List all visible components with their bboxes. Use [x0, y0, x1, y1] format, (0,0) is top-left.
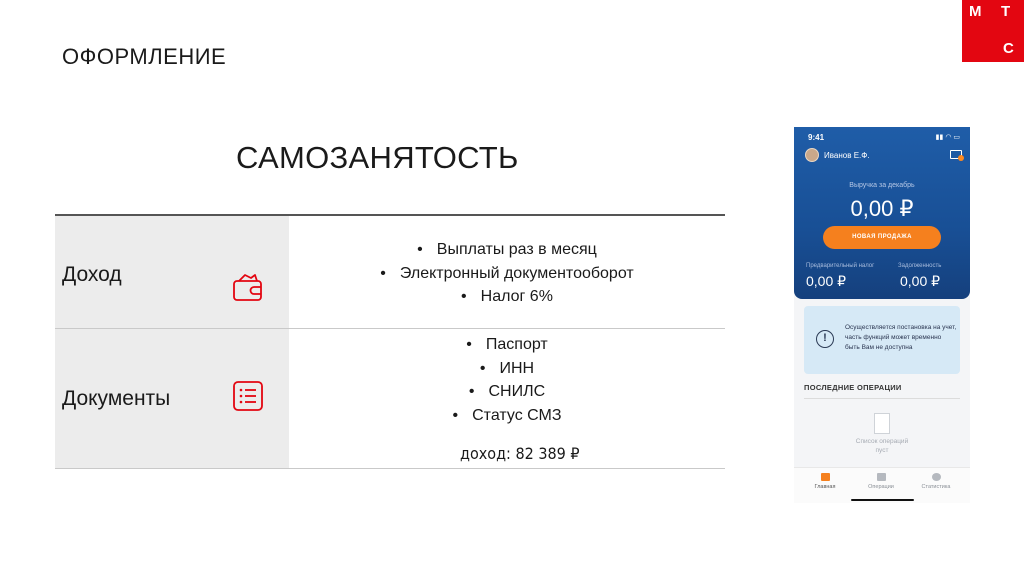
logo-letter: М — [969, 3, 982, 20]
home-icon — [821, 473, 830, 481]
document-list-icon — [231, 379, 265, 413]
bullet-list — [289, 333, 725, 427]
period-label: Выручка за декабрь — [849, 182, 915, 189]
nav-home[interactable] — [805, 473, 845, 490]
nav-label: Операции — [868, 484, 894, 490]
list-item: • Статус СМЗ — [289, 404, 725, 428]
prelim-tax-label: Предварительный налог — [806, 263, 875, 269]
debt-value: 0,00 ₽ — [900, 273, 941, 289]
notification-dot — [958, 155, 964, 161]
section-title: ОФОРМЛЕНИЕ — [62, 44, 227, 69]
list-item: • Налог 6% — [289, 285, 725, 309]
row-content-cell — [289, 329, 725, 468]
signal-battery-icon: ▮▮ ◠ ▭ — [935, 134, 960, 141]
phone-mockup — [794, 127, 970, 503]
bottom-nav — [794, 467, 970, 503]
notice-text: Осуществляется постановка на учет, часть функций может временно быть Вам не доступна — [845, 324, 957, 351]
list-item: • Выплаты раз в месяц — [289, 238, 725, 262]
list-item: • Электронный документооборот — [289, 262, 725, 286]
user-name[interactable]: Иванов Е.Ф. — [824, 151, 870, 160]
row-label: Доход — [62, 263, 122, 286]
exclamation-icon: ! — [816, 330, 834, 348]
operations-heading: ПОСЛЕДНИЕ ОПЕРАЦИИ — [804, 383, 902, 392]
registration-notice — [804, 306, 960, 374]
table-row-documents — [55, 329, 725, 469]
list-item: • Паспорт — [289, 333, 725, 357]
bullet-list — [289, 238, 725, 309]
mts-logo — [962, 0, 1024, 62]
home-indicator — [851, 499, 914, 501]
new-sale-button[interactable]: НОВАЯ ПРОДАЖА — [823, 226, 941, 249]
statistics-icon — [932, 473, 941, 481]
status-time: 9:41 — [808, 133, 825, 142]
prelim-tax-value: 0,00 ₽ — [806, 273, 847, 289]
logo-letter: Т — [1001, 3, 1011, 20]
avatar[interactable] — [805, 148, 819, 162]
nav-statistics[interactable] — [916, 473, 956, 490]
nav-label: Главная — [814, 484, 836, 490]
row-header-cell — [55, 329, 289, 468]
divider — [804, 398, 960, 399]
info-table — [55, 214, 725, 469]
debt-label: Задолженность — [898, 263, 942, 269]
balance-card — [794, 127, 970, 299]
logo-letter: С — [1003, 40, 1014, 57]
row-content-cell — [289, 216, 725, 328]
revenue-amount: 0,00 ₽ — [850, 196, 914, 221]
row-label: Документы — [62, 387, 171, 410]
nav-operations[interactable] — [861, 473, 901, 490]
empty-document-icon — [874, 413, 890, 434]
nav-label: Статистика — [921, 484, 951, 490]
slide-title: САМОЗАНЯТОСТЬ — [236, 140, 519, 175]
list-item: • СНИЛС — [289, 380, 725, 404]
list-item: • ИНН — [289, 357, 725, 381]
operations-icon — [877, 473, 886, 481]
row-header-cell — [55, 216, 289, 328]
empty-operations-text: Список операций пуст — [855, 438, 909, 454]
table-row-income — [55, 216, 725, 329]
wallet-icon — [231, 271, 265, 305]
income-note: доход: 82 389 ₽ — [460, 444, 580, 463]
